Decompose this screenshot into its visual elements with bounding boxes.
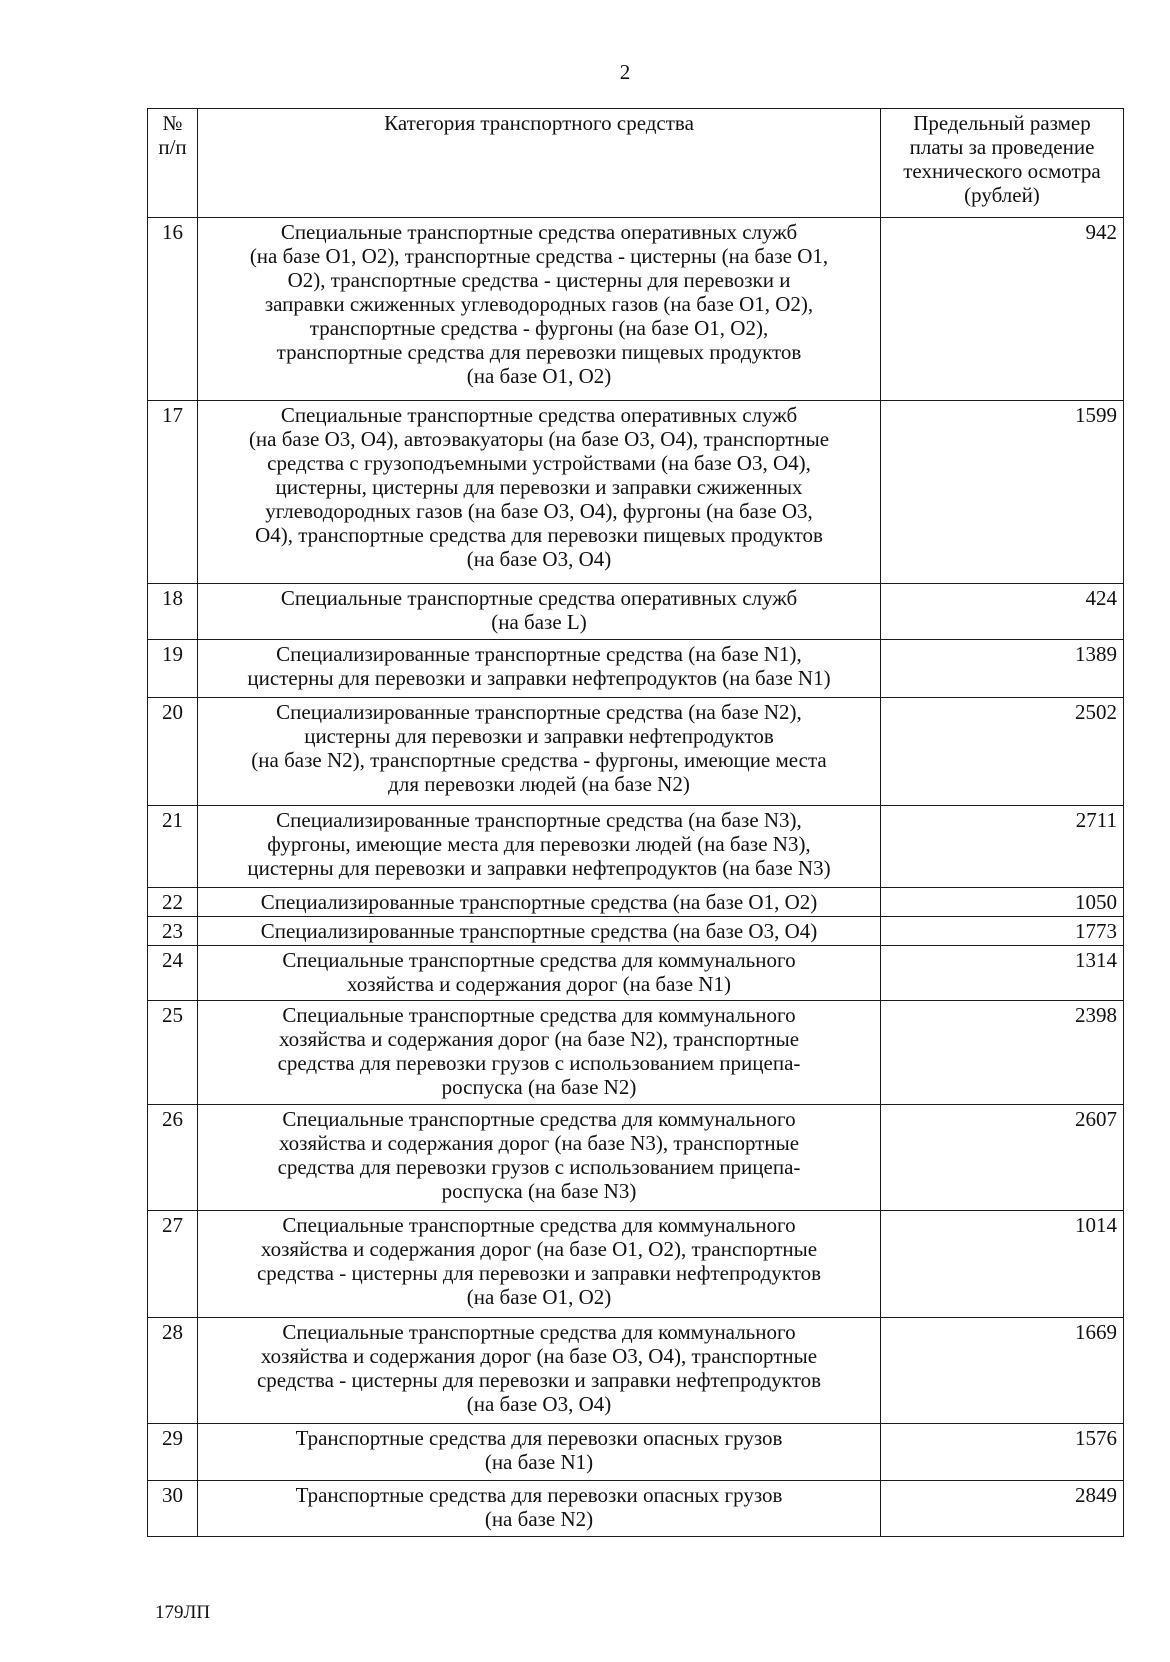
row-category (198, 401, 881, 584)
header-category (198, 109, 881, 218)
category-line: цистерны для перевозки и заправки нефтепродуктов (на базе N3) (247, 856, 831, 880)
category-line: роспуска (на базе N2) (441, 1075, 637, 1099)
row-category (198, 1105, 881, 1211)
category-line: Специальные транспортные средства для коммунального (282, 1107, 796, 1131)
category-line: хозяйства и содержания дорог (на базе O1, O2), транспортные (260, 1237, 818, 1261)
row-price: 1050 (881, 888, 1124, 917)
document-code: 179ЛП (155, 1602, 211, 1623)
header-number (148, 109, 198, 218)
category-line: (на базе O3, O4) (466, 1392, 612, 1416)
category-line: заправки сжиженных углеводородных газов (на базе O1, O2), (264, 292, 814, 316)
row-number: 17 (148, 401, 198, 584)
tariff-table (147, 108, 1124, 1537)
table-row (148, 1481, 1124, 1537)
row-price: 2607 (881, 1105, 1124, 1211)
header-price-line: платы за проведение (909, 135, 1095, 159)
header-number-line: п/п (158, 135, 187, 159)
row-number: 27 (148, 1211, 198, 1318)
row-category (198, 1481, 881, 1537)
row-number: 23 (148, 917, 198, 946)
category-line: средства для перевозки грузов с использованием прицепа- (277, 1155, 801, 1179)
row-number: 18 (148, 584, 198, 640)
table-row (148, 1318, 1124, 1424)
row-number: 16 (148, 218, 198, 401)
row-number: 29 (148, 1424, 198, 1481)
row-number: 28 (148, 1318, 198, 1424)
table-row (148, 401, 1124, 584)
table-row (148, 888, 1124, 917)
category-line: (на базе O3, O4), автоэвакуаторы (на базе O3, O4), транспортные (248, 427, 830, 451)
header-price (881, 109, 1124, 218)
table-body (148, 218, 1124, 1537)
header-category-line: Категория транспортного средства (384, 111, 694, 135)
table-row (148, 806, 1124, 888)
category-line: Специализированные транспортные средства (на базе N3), (276, 808, 802, 832)
page-number: 2 (619, 60, 631, 84)
row-price: 942 (881, 218, 1124, 401)
category-line: (на базе N1) (484, 1450, 594, 1474)
row-price: 1314 (881, 946, 1124, 1001)
category-line: (на базе N2) (484, 1507, 594, 1531)
row-number: 26 (148, 1105, 198, 1211)
table-row (148, 1424, 1124, 1481)
row-category (198, 1424, 881, 1481)
category-line: средства - цистерны для перевозки и заправки нефтепродуктов (256, 1261, 822, 1285)
category-line: (на базе O1, O2) (466, 1285, 612, 1309)
row-category (198, 640, 881, 698)
category-line: хозяйства и содержания дорог (на базе N2), транспортные (278, 1027, 800, 1051)
table-row (148, 917, 1124, 946)
row-number: 22 (148, 888, 198, 917)
table-row (148, 1001, 1124, 1105)
row-price: 1014 (881, 1211, 1124, 1318)
category-line: Специальные транспортные средства оперативных служб (280, 586, 798, 610)
category-line: цистерны для перевозки и заправки нефтепродуктов (304, 724, 774, 748)
row-number: 25 (148, 1001, 198, 1105)
row-category (198, 1318, 881, 1424)
category-line: Специальные транспортные средства для коммунального (282, 1003, 796, 1027)
table-row (148, 640, 1124, 698)
category-line: средства для перевозки грузов с использованием прицепа- (277, 1051, 801, 1075)
category-line: Специализированные транспортные средства (на базе N2), (276, 700, 802, 724)
category-line: (на базе O1, O2) (466, 364, 612, 388)
category-line: транспортные средства - фургоны (на базе O1, O2), (309, 316, 769, 340)
row-price: 1389 (881, 640, 1124, 698)
category-line: цистерны для перевозки и заправки нефтепродуктов (на базе N1) (247, 666, 831, 690)
category-line: Специализированные транспортные средства (на базе O1, O2) (260, 890, 818, 914)
category-line: углеводородных газов (на базе O3, O4), фургоны (на базе O3, (265, 499, 813, 523)
row-number: 19 (148, 640, 198, 698)
row-price: 1599 (881, 401, 1124, 584)
category-line: фургоны, имеющие места для перевозки людей (на базе N3), (267, 832, 811, 856)
row-number: 20 (148, 698, 198, 806)
row-number: 24 (148, 946, 198, 1001)
header-price-line: технического осмотра (903, 159, 1101, 183)
row-category (198, 698, 881, 806)
category-line: Специальные транспортные средства для коммунального (282, 1213, 796, 1237)
category-line: Транспортные средства для перевозки опасных грузов (295, 1483, 783, 1507)
category-line: хозяйства и содержания дорог (на базе N1) (347, 972, 731, 996)
category-line: цистерны, цистерны для перевозки и заправки сжиженных (275, 475, 803, 499)
category-line: средства - цистерны для перевозки и заправки нефтепродуктов (256, 1368, 822, 1392)
category-line: для перевозки людей (на базе N2) (388, 772, 690, 796)
table-row (148, 1211, 1124, 1318)
category-line: хозяйства и содержания дорог (на базе O3, O4), транспортные (260, 1344, 818, 1368)
row-price: 1576 (881, 1424, 1124, 1481)
table-row (148, 584, 1124, 640)
category-line: средства с грузоподъемными устройствами (на базе O3, O4), (267, 451, 811, 475)
header-price-line: Предельный размер (913, 111, 1091, 135)
category-line: транспортные средства для перевозки пищевых продуктов (276, 340, 802, 364)
category-line: Специальные транспортные средства для коммунального (282, 948, 796, 972)
row-price: 424 (881, 584, 1124, 640)
header-price-line: (рублей) (964, 183, 1040, 207)
row-price: 2711 (881, 806, 1124, 888)
row-price: 2849 (881, 1481, 1124, 1537)
table-row (148, 698, 1124, 806)
row-category (198, 1001, 881, 1105)
category-line: Специализированные транспортные средства (на базе N1), (276, 642, 802, 666)
header-number-line: № (162, 111, 183, 135)
row-number: 21 (148, 806, 198, 888)
category-line: Специальные транспортные средства для коммунального (282, 1320, 796, 1344)
row-category (198, 806, 881, 888)
category-line: хозяйства и содержания дорог (на базе N3), транспортные (278, 1131, 800, 1155)
category-line: Специальные транспортные средства оперативных служб (280, 220, 798, 244)
row-category (198, 584, 881, 640)
category-line: (на базе O3, O4) (466, 547, 612, 571)
category-line: (на базе L) (491, 610, 587, 634)
row-price: 1773 (881, 917, 1124, 946)
category-line: Транспортные средства для перевозки опасных грузов (295, 1426, 783, 1450)
table-row (148, 218, 1124, 401)
row-category (198, 946, 881, 1001)
table-row (148, 1105, 1124, 1211)
category-line: (на базе O1, O2), транспортные средства - цистерны (на базе O1, (249, 244, 829, 268)
category-line: (на базе N2), транспортные средства - фургоны, имеющие места (251, 748, 827, 772)
row-category (198, 218, 881, 401)
row-price: 2398 (881, 1001, 1124, 1105)
category-line: Специализированные транспортные средства (на базе O3, O4) (260, 919, 818, 943)
row-category (198, 917, 881, 946)
row-category (198, 888, 881, 917)
table-row (148, 946, 1124, 1001)
category-line: O2), транспортные средства - цистерны для перевозки и (287, 268, 791, 292)
row-number: 30 (148, 1481, 198, 1537)
category-line: роспуска (на базе N3) (441, 1179, 637, 1203)
row-category (198, 1211, 881, 1318)
category-line: Специальные транспортные средства оперативных служб (280, 403, 798, 427)
table-header-row (148, 109, 1124, 218)
row-price: 2502 (881, 698, 1124, 806)
category-line: O4), транспортные средства для перевозки пищевых продуктов (255, 523, 823, 547)
row-price: 1669 (881, 1318, 1124, 1424)
